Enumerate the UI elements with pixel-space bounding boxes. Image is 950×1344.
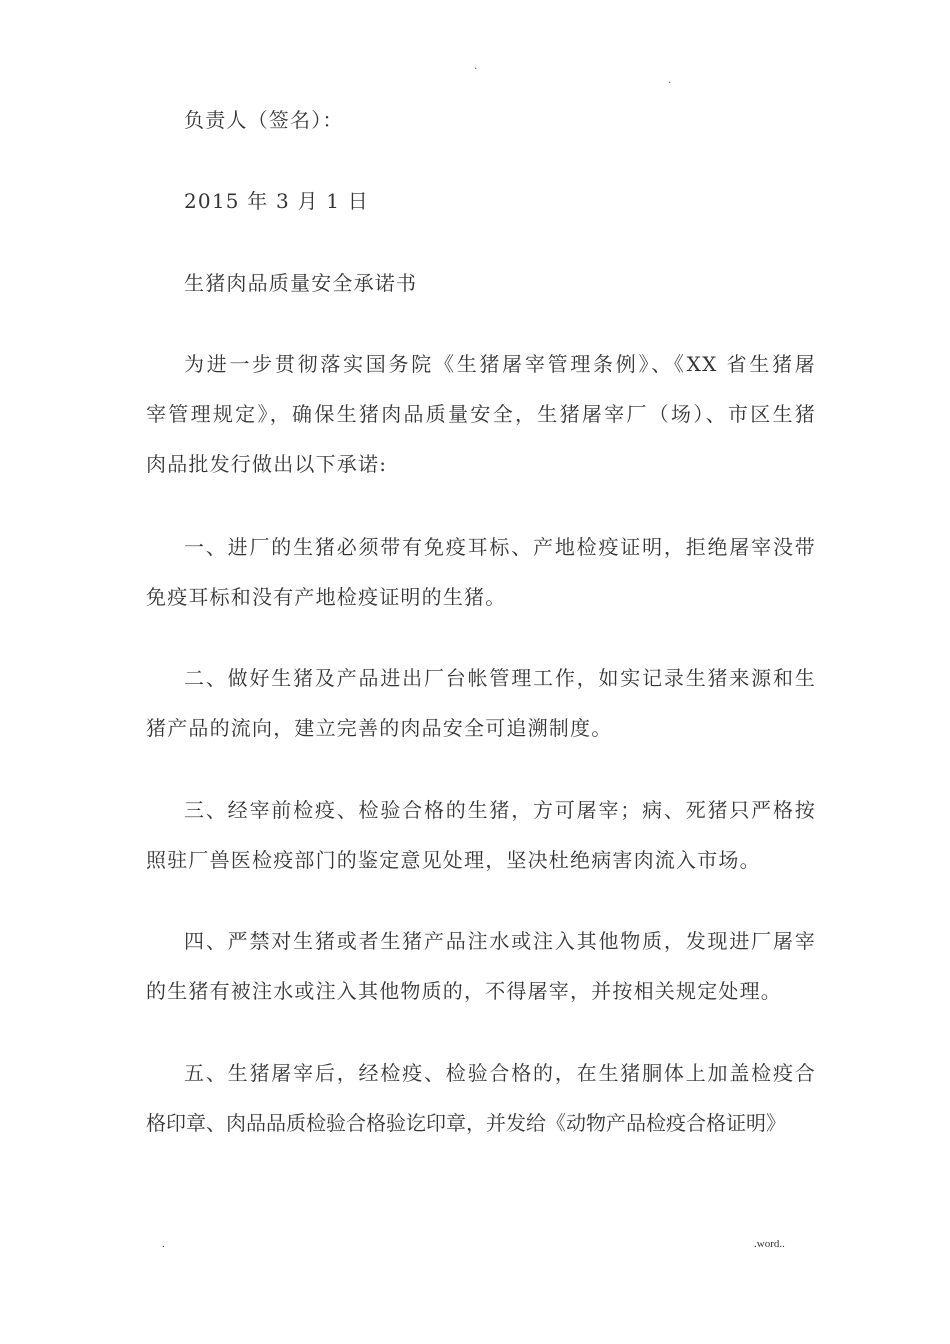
commitment-item-3-line: 照驻厂兽医检疫部门的鉴定意见处理，坚决杜绝病害肉流入市场。 xyxy=(146,848,761,872)
signature-label: 负责人（签名）： xyxy=(184,108,344,132)
commitment-item-2-line: 二、做好生猪及产品进出厂台帐管理工作，如实记录生猪来源和生 xyxy=(184,666,816,690)
commitment-item-1-line: 免疫耳标和没有产地检疫证明的生猪。 xyxy=(146,585,507,609)
document-title: 生猪肉品质量安全承诺书 xyxy=(184,271,418,295)
commitment-item-5-line: 五、生猪屠宰后，经检疫、检验合格的，在生猪胴体上加盖检疫合 xyxy=(184,1061,816,1085)
footer-dot: . xyxy=(162,1238,165,1250)
intro-line: 为进一步贯彻落实国务院《生猪屠宰管理条例》、《XX 省生猪屠 xyxy=(184,352,816,376)
footer-watermark: .word.. xyxy=(754,1238,785,1250)
commitment-item-4-line: 的生猪有被注水或注入其他物质的，不得屠宰，并按相关规定处理。 xyxy=(146,979,782,1003)
header-dot: . xyxy=(474,61,478,72)
commitment-item-1-line: 一、进厂的生猪必须带有免疫耳标、产地检疫证明，拒绝屠宰没带 xyxy=(184,535,816,559)
commitment-item-4-line: 四、严禁对生猪或者生猪产品注水或注入其他物质，发现进厂屠宰 xyxy=(184,929,816,953)
intro-line: 宰管理规定》，确保生猪肉品质量安全，生猪屠宰厂（场）、市区生猪 xyxy=(146,402,816,426)
header-dot: . xyxy=(668,75,672,86)
commitment-item-5-line: 格印章、肉品品质检验合格验讫印章，并发给《动物产品检疫合格证明》 xyxy=(146,1111,786,1135)
intro-line: 肉品批发行做出以下承诺: xyxy=(146,452,388,476)
commitment-item-2-line: 猪产品的流向，建立完善的肉品安全可追溯制度。 xyxy=(146,716,613,740)
document-date: 2015 年 3 月 1 日 xyxy=(184,189,369,213)
commitment-item-3-line: 三、经宰前检疫、检验合格的生猪，方可屠宰；病、死猪只严格按 xyxy=(184,798,816,822)
